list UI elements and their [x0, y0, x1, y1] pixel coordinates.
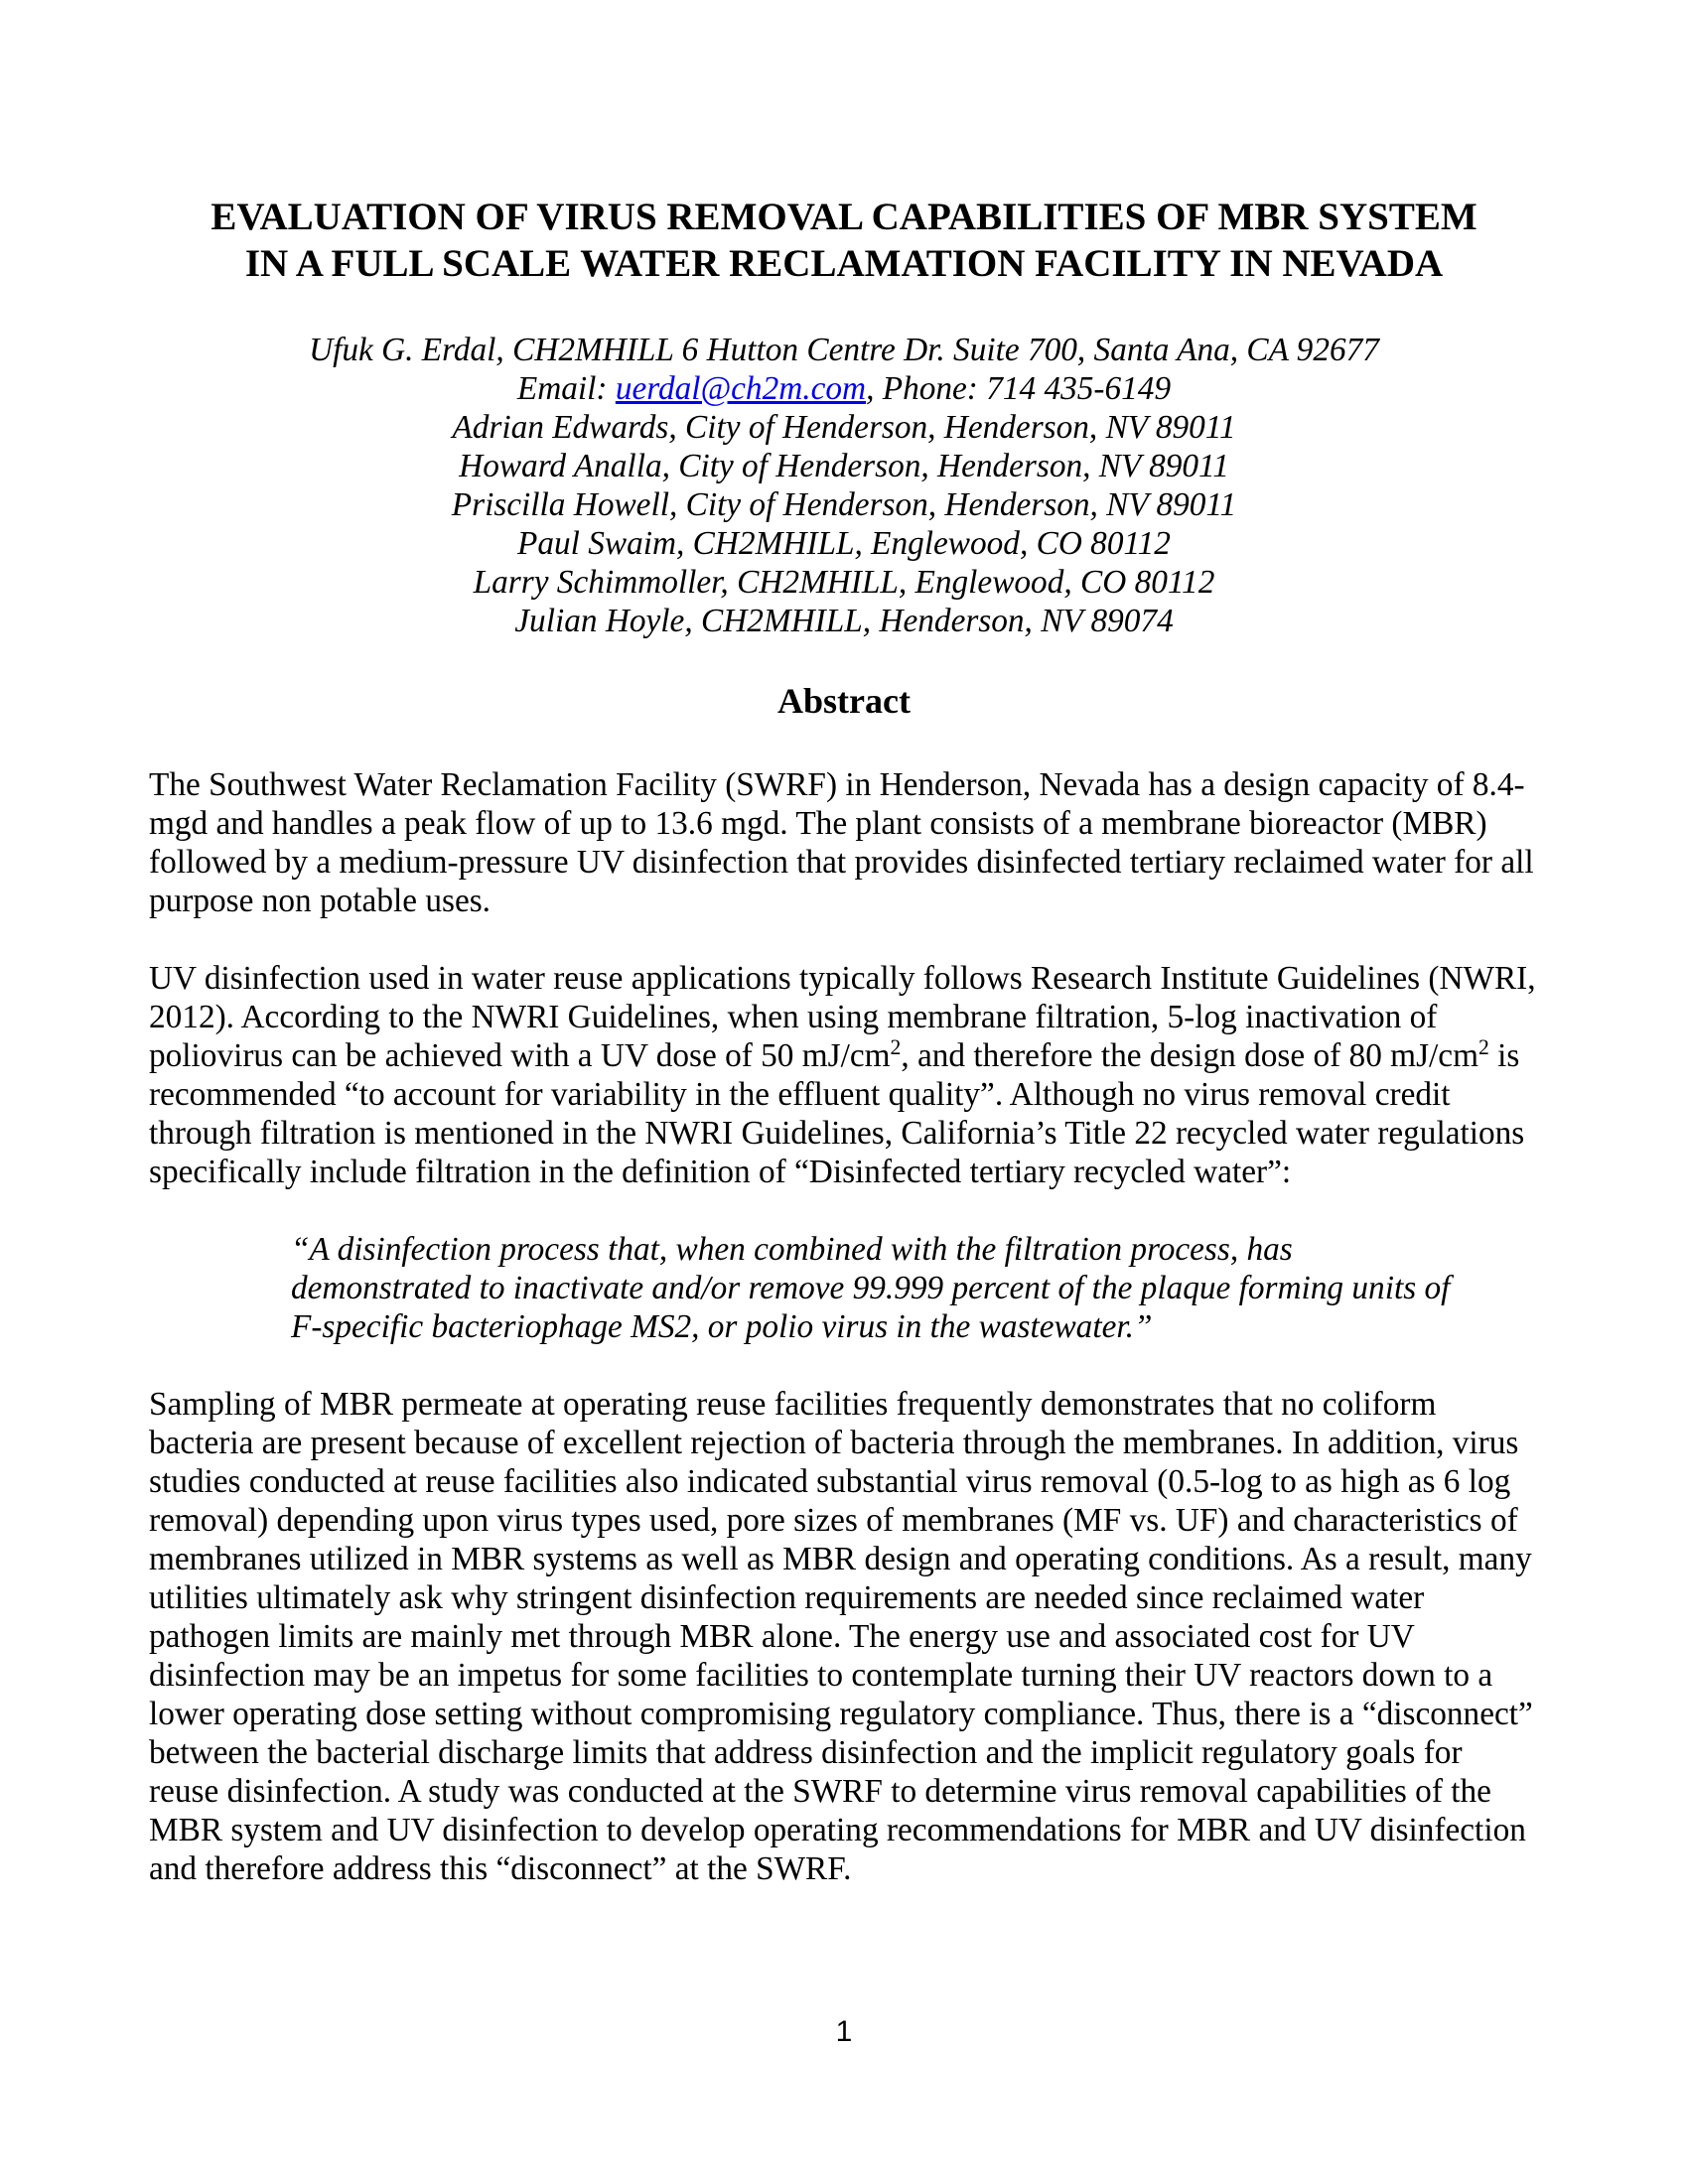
author-line: Adrian Edwards, City of Henderson, Henderson, NV 89011 [452, 409, 1236, 446]
author-line: Julian Hoyle, CH2MHILL, Henderson, NV 89074 [514, 603, 1174, 639]
title-line-2: IN A FULL SCALE WATER RECLAMATION FACILITY IN NEVADA [244, 242, 1444, 285]
abstract-paragraph-3: Sampling of MBR permeate at operating reuse facilities frequently demonstrates that no coliform bacteria are present because of excellent rejection of bacteria through the membranes. In addition, virus studies conducted at reuse facilities also indicated substantial virus removal (0.5-log to as high as 6 log removal) depending upon virus types used, pore sizes of membranes (MF vs. UF) and characteristics of membranes utilized in MBR systems as well as MBR design and operating conditions. As a result, many utilities ultimately ask why stringent disinfection requirements are needed since reclaimed water pathogen limits are mainly met through MBR alone. The energy use and associated cost for UV disinfection may be an impetus for some facilities to contemplate turning their UV reactors down to a lower operating dose setting without compromising regulatory compliance. Thus, there is a “disconnect” between the bacterial discharge limits that address disinfection and the implicit regulatory goals for reuse disinfection. A study was conducted at the SWRF to determine virus removal capabilities of the MBR system and UV disinfection to develop operating recommendations for MBR and UV disinfection and therefore address this “disconnect” at the SWRF. [149, 1386, 1533, 1887]
email-link[interactable]: uerdal@ch2m.com [615, 370, 867, 407]
paragraph-text: is recommended “to account for variability in the effluent quality”. Although no virus removal credit through filtration is mentioned in the NWRI Guidelines, California’s Title 22 recycled water regulations specifically include filtration in the definition of “Disinfected tertiary recycled water”: [149, 1037, 1525, 1190]
paragraph-text: UV disinfection used in water reuse applications typically follows Research Institute Guidelines (NWRI, 2012). According to the NWRI Guidelines, when using membrane filtration, 5-log inactivation of poliovirus can be achieved with a UV dose of 50 mJ/cm [149, 960, 1536, 1074]
author-block [149, 331, 1539, 640]
abstract-paragraph-2 [149, 959, 1537, 1191]
page-title [149, 194, 1539, 287]
superscript: 2 [890, 1034, 902, 1059]
author-line: Paul Swaim, CH2MHILL, Englewood, CO 80112 [517, 525, 1171, 562]
author-line: Priscilla Howell, City of Henderson, Henderson, NV 89011 [451, 486, 1237, 523]
page-content [149, 0, 1539, 1888]
email-suffix: , Phone: 714 435-6149 [866, 370, 1172, 407]
regulation-quote: “A disinfection process that, when combined with the filtration process, has demonstrated to inactivate and/or remove 99.999 percent of the plaque forming units of F-specific bacteriophage MS2, or polio virus in the wastewater.” [291, 1231, 1451, 1345]
email-prefix: Email: [516, 370, 616, 407]
paragraph-text: , and therefore the design dose of 80 mJ/cm [901, 1037, 1478, 1074]
author-line: Larry Schimmoller, CH2MHILL, Englewood, CO 80112 [473, 564, 1215, 601]
page-number: 1 [835, 2015, 853, 2048]
abstract-heading: Abstract [777, 681, 911, 721]
author-line: Ufuk G. Erdal, CH2MHILL 6 Hutton Centre Dr. Suite 700, Santa Ana, CA 92677 [309, 332, 1379, 368]
title-line-1: EVALUATION OF VIRUS REMOVAL CAPABILITIES OF MBR SYSTEM [211, 196, 1477, 238]
author-email-line [149, 369, 1539, 408]
author-line: Howard Analla, City of Henderson, Henderson, NV 89011 [459, 448, 1229, 484]
abstract-paragraph-1: The Southwest Water Reclamation Facility (SWRF) in Henderson, Nevada has a design capacity of 8.4-mgd and handles a peak flow of up to 13.6 mgd. The plant consists of a membrane bioreactor (MBR) followed by a medium-pressure UV disinfection that provides disinfected tertiary reclaimed water for all purpose non potable uses. [149, 766, 1534, 919]
superscript: 2 [1477, 1034, 1489, 1059]
